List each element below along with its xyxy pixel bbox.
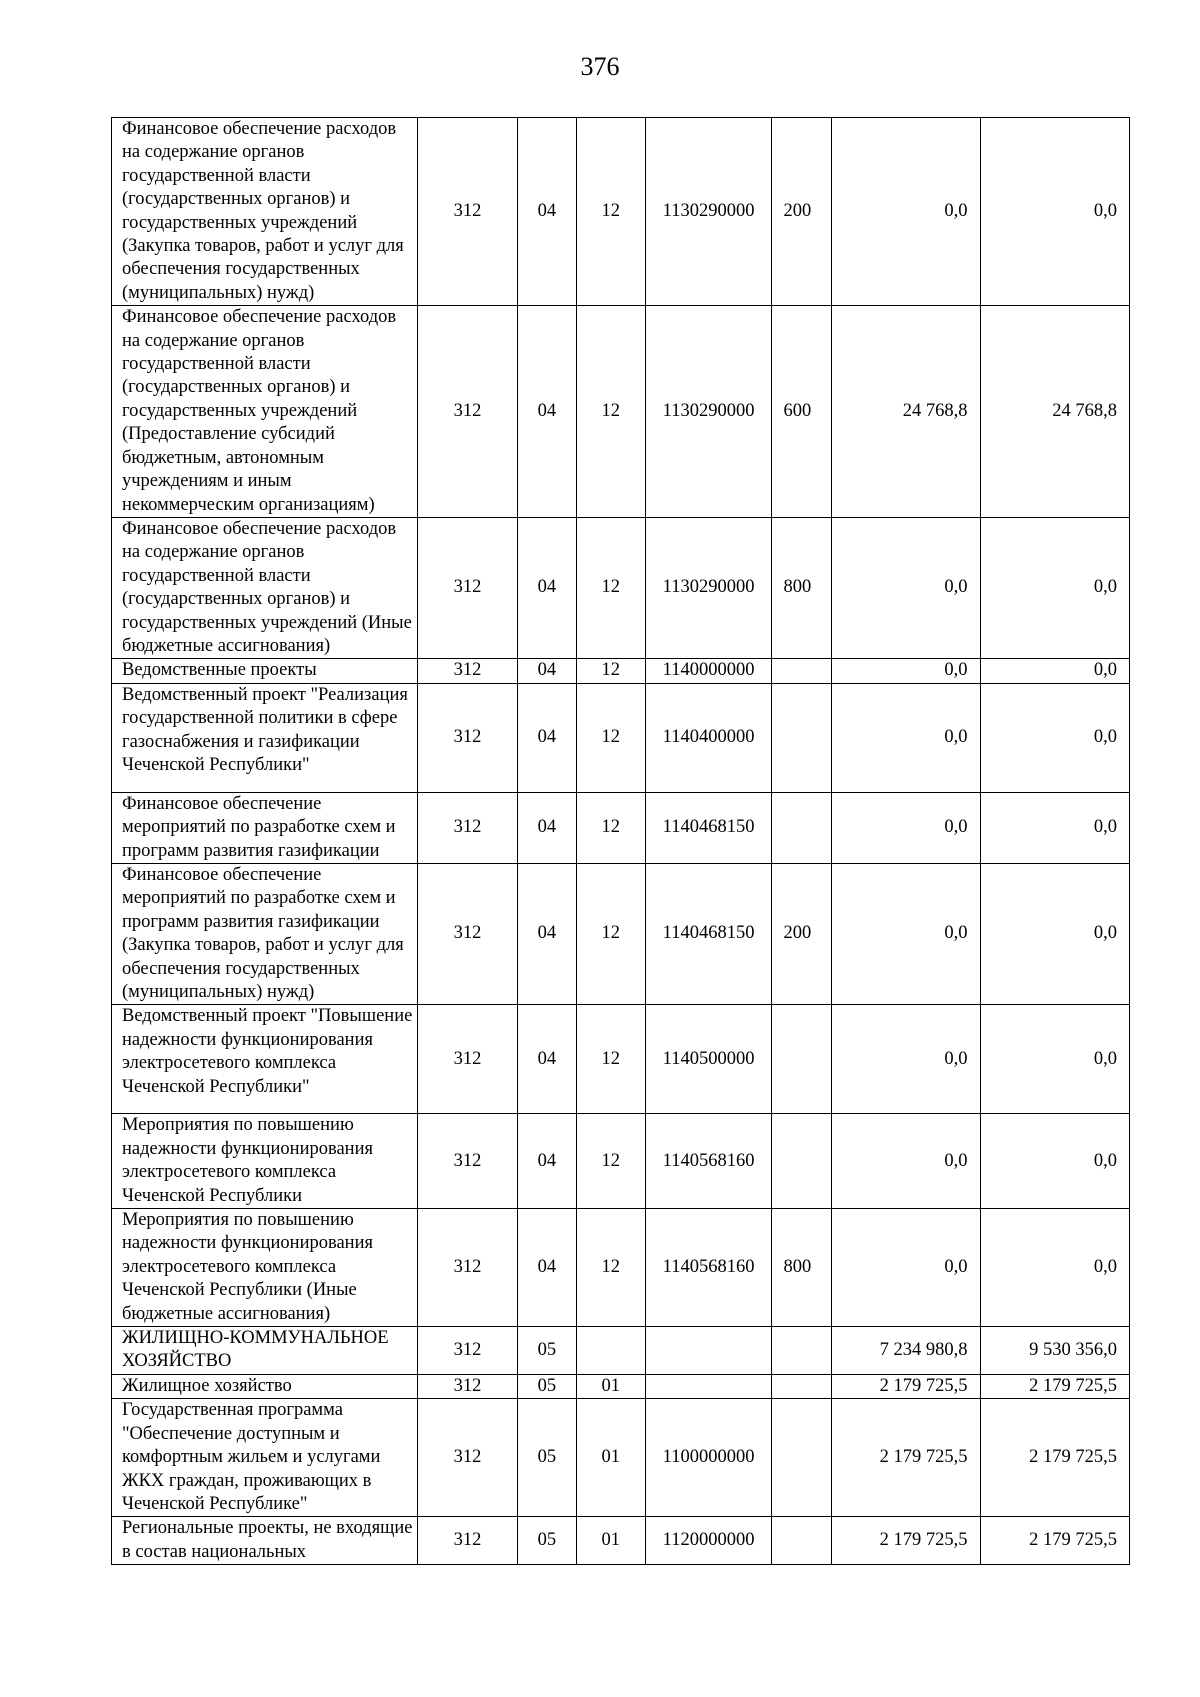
target-article-cell: 1140568160 <box>645 1114 772 1209</box>
table-row <box>112 863 1130 1004</box>
amount-year2-cell: 0,0 <box>980 1209 1129 1327</box>
budget-table <box>111 117 1130 1565</box>
subsection-code-cell: 12 <box>576 118 645 306</box>
amount-year2-cell: 2 179 725,5 <box>980 1517 1129 1565</box>
grbs-code-cell: 312 <box>418 517 518 658</box>
subsection-code-cell: 12 <box>576 863 645 1004</box>
amount-year1-cell: 0,0 <box>832 118 980 306</box>
expense-type-cell <box>772 1399 832 1517</box>
amount-year1-cell: 0,0 <box>832 517 980 658</box>
amount-year2-cell: 0,0 <box>980 792 1129 863</box>
row-name-cell: Государственная программа "Обеспечение доступным и комфортным жильем и услугами ЖКХ граждан, проживающих в Чеченской Республике" <box>112 1399 418 1517</box>
target-article-cell <box>645 1374 772 1398</box>
section-code-cell: 05 <box>517 1399 576 1517</box>
page-number: 376 <box>580 52 620 81</box>
grbs-code-cell: 312 <box>418 118 518 306</box>
row-name-cell: Ведомственный проект "Реализация государственной политики в сфере газоснабжения и газификации Чеченской Республики" <box>112 683 418 792</box>
row-name-cell: Финансовое обеспечение мероприятий по разработке схем и программ развития газификации <box>112 792 418 863</box>
table-row <box>112 1374 1130 1398</box>
table-row <box>112 517 1130 658</box>
target-article-cell: 1140000000 <box>645 659 772 683</box>
target-article-cell: 1140468150 <box>645 792 772 863</box>
table-row <box>112 1327 1130 1375</box>
expense-type-cell: 200 <box>772 863 832 1004</box>
target-article-cell: 1100000000 <box>645 1399 772 1517</box>
table-row <box>112 1114 1130 1209</box>
target-article-cell: 1140500000 <box>645 1005 772 1114</box>
grbs-code-cell: 312 <box>418 863 518 1004</box>
row-name-cell: Мероприятия по повышению надежности функционирования электросетевого комплекса Чеченской Республики <box>112 1114 418 1209</box>
expense-type-cell: 600 <box>772 306 832 518</box>
row-name-cell: Жилищное хозяйство <box>112 1374 418 1398</box>
table-row <box>112 1209 1130 1327</box>
grbs-code-cell: 312 <box>418 792 518 863</box>
table-row <box>112 792 1130 863</box>
table-row <box>112 118 1130 306</box>
row-name-cell: Мероприятия по повышению надежности функционирования электросетевого комплекса Чеченской Республики (Иные бюджетные ассигнования) <box>112 1209 418 1327</box>
row-name-cell: Региональные проекты, не входящие в состав национальных <box>112 1517 418 1565</box>
expense-type-cell <box>772 792 832 863</box>
subsection-code-cell: 12 <box>576 683 645 792</box>
expense-type-cell <box>772 1114 832 1209</box>
target-article-cell: 1140400000 <box>645 683 772 792</box>
section-code-cell: 04 <box>517 1114 576 1209</box>
amount-year1-cell: 2 179 725,5 <box>832 1374 980 1398</box>
table-row <box>112 1517 1130 1565</box>
row-name-cell: Финансовое обеспечение мероприятий по разработке схем и программ развития газификации (Закупка товаров, работ и услуг для обеспечения государственных (муниципальных) нужд) <box>112 863 418 1004</box>
row-name-cell: Финансовое обеспечение расходов на содержание органов государственной власти (государственных органов) и государственных учреждений (Иные бюджетные ассигнования) <box>112 517 418 658</box>
expense-type-cell <box>772 1374 832 1398</box>
amount-year1-cell: 0,0 <box>832 1209 980 1327</box>
grbs-code-cell: 312 <box>418 683 518 792</box>
expense-type-cell: 800 <box>772 517 832 658</box>
section-code-cell: 05 <box>517 1517 576 1565</box>
table-body <box>112 118 1130 1565</box>
table-row <box>112 659 1130 683</box>
subsection-code-cell: 01 <box>576 1374 645 1398</box>
amount-year2-cell: 2 179 725,5 <box>980 1399 1129 1517</box>
target-article-cell: 1120000000 <box>645 1517 772 1565</box>
grbs-code-cell: 312 <box>418 306 518 518</box>
amount-year1-cell: 0,0 <box>832 792 980 863</box>
grbs-code-cell: 312 <box>418 1399 518 1517</box>
section-code-cell: 04 <box>517 1005 576 1114</box>
section-code-cell: 04 <box>517 792 576 863</box>
amount-year2-cell: 0,0 <box>980 118 1129 306</box>
section-code-cell: 04 <box>517 683 576 792</box>
subsection-code-cell: 12 <box>576 1114 645 1209</box>
subsection-code-cell: 12 <box>576 1005 645 1114</box>
section-code-cell: 04 <box>517 517 576 658</box>
expense-type-cell <box>772 659 832 683</box>
amount-year2-cell: 0,0 <box>980 1005 1129 1114</box>
amount-year1-cell: 0,0 <box>832 1005 980 1114</box>
target-article-cell: 1140468150 <box>645 863 772 1004</box>
amount-year2-cell: 2 179 725,5 <box>980 1374 1129 1398</box>
expense-type-cell <box>772 1005 832 1114</box>
target-article-cell: 1130290000 <box>645 517 772 658</box>
subsection-code-cell: 12 <box>576 1209 645 1327</box>
expense-type-cell: 200 <box>772 118 832 306</box>
subsection-code-cell: 01 <box>576 1517 645 1565</box>
row-name-cell: Ведомственный проект "Повышение надежности функционирования электросетевого комплекса Чеченской Республики" <box>112 1005 418 1114</box>
amount-year1-cell: 2 179 725,5 <box>832 1399 980 1517</box>
section-code-cell: 04 <box>517 863 576 1004</box>
section-code-cell: 04 <box>517 659 576 683</box>
grbs-code-cell: 312 <box>418 1374 518 1398</box>
target-article-cell: 1130290000 <box>645 118 772 306</box>
grbs-code-cell: 312 <box>418 659 518 683</box>
amount-year2-cell: 0,0 <box>980 659 1129 683</box>
target-article-cell: 1140568160 <box>645 1209 772 1327</box>
subsection-code-cell <box>576 1327 645 1375</box>
table-row <box>112 1399 1130 1517</box>
amount-year2-cell: 0,0 <box>980 863 1129 1004</box>
grbs-code-cell: 312 <box>418 1327 518 1375</box>
amount-year1-cell: 2 179 725,5 <box>832 1517 980 1565</box>
subsection-code-cell: 12 <box>576 792 645 863</box>
row-name-cell: ЖИЛИЩНО-КОММУНАЛЬНОЕ ХОЗЯЙСТВО <box>112 1327 418 1375</box>
row-name-cell: Финансовое обеспечение расходов на содержание органов государственной власти (государственных органов) и государственных учреждений (Закупка товаров, работ и услуг для обеспечения государственных (муниципальных) нужд) <box>112 118 418 306</box>
amount-year1-cell: 24 768,8 <box>832 306 980 518</box>
amount-year1-cell: 0,0 <box>832 683 980 792</box>
row-name-cell: Финансовое обеспечение расходов на содержание органов государственной власти (государственных органов) и государственных учреждений (Предоставление субсидий бюджетным, автономным учреждениям и иным некоммерческим организациям) <box>112 306 418 518</box>
amount-year2-cell: 9 530 356,0 <box>980 1327 1129 1375</box>
table-row <box>112 306 1130 518</box>
expense-type-cell: 800 <box>772 1209 832 1327</box>
amount-year1-cell: 0,0 <box>832 1114 980 1209</box>
row-name-cell: Ведомственные проекты <box>112 659 418 683</box>
amount-year1-cell: 0,0 <box>832 659 980 683</box>
subsection-code-cell: 01 <box>576 1399 645 1517</box>
expense-type-cell <box>772 1517 832 1565</box>
amount-year2-cell: 0,0 <box>980 517 1129 658</box>
table-row <box>112 683 1130 792</box>
amount-year1-cell: 0,0 <box>832 863 980 1004</box>
grbs-code-cell: 312 <box>418 1209 518 1327</box>
amount-year1-cell: 7 234 980,8 <box>832 1327 980 1375</box>
section-code-cell: 04 <box>517 306 576 518</box>
grbs-code-cell: 312 <box>418 1005 518 1114</box>
section-code-cell: 04 <box>517 1209 576 1327</box>
subsection-code-cell: 12 <box>576 517 645 658</box>
target-article-cell <box>645 1327 772 1375</box>
grbs-code-cell: 312 <box>418 1114 518 1209</box>
expense-type-cell <box>772 683 832 792</box>
section-code-cell: 05 <box>517 1374 576 1398</box>
expense-type-cell <box>772 1327 832 1375</box>
subsection-code-cell: 12 <box>576 306 645 518</box>
section-code-cell: 04 <box>517 118 576 306</box>
amount-year2-cell: 0,0 <box>980 683 1129 792</box>
amount-year2-cell: 24 768,8 <box>980 306 1129 518</box>
section-code-cell: 05 <box>517 1327 576 1375</box>
target-article-cell: 1130290000 <box>645 306 772 518</box>
amount-year2-cell: 0,0 <box>980 1114 1129 1209</box>
table-row <box>112 1005 1130 1114</box>
grbs-code-cell: 312 <box>418 1517 518 1565</box>
subsection-code-cell: 12 <box>576 659 645 683</box>
